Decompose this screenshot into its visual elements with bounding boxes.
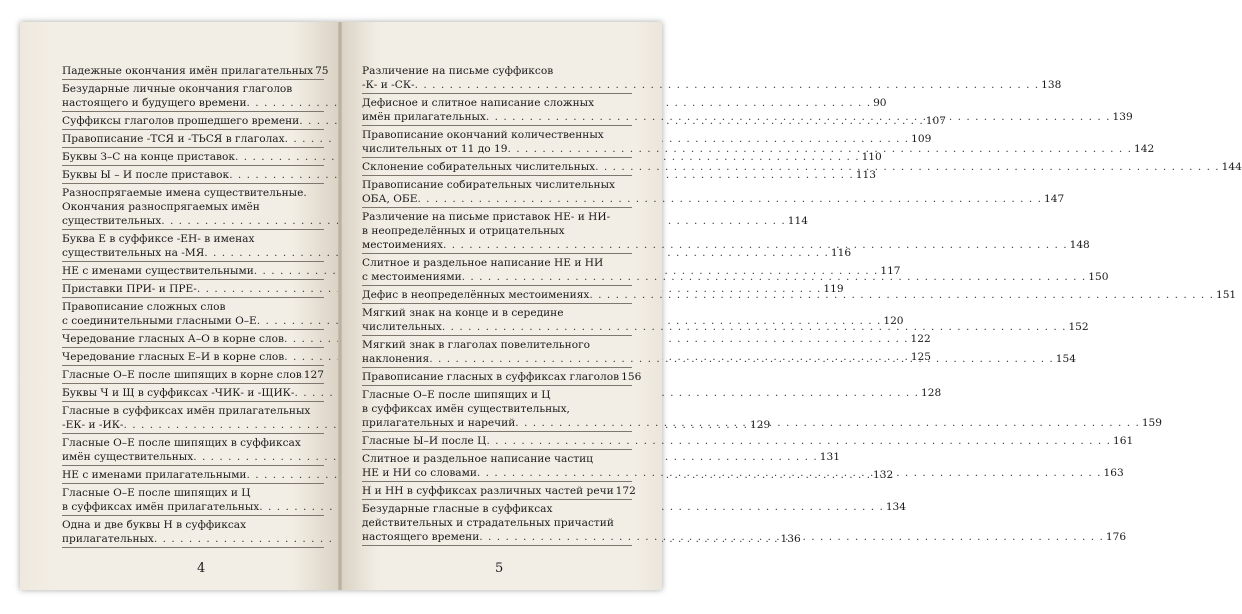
toc-entry-title: -ЕК- и -ИК- (62, 419, 124, 431)
toc-entry-title: Гласные Ы–И после Ц (362, 435, 487, 447)
toc-entry-title: числительных от 11 до 19 (362, 143, 508, 155)
toc-entry-page: 125 (910, 351, 932, 363)
toc-entry-title: Правописание гласных в суффиксах глаголов (362, 371, 620, 383)
dot-leader (417, 192, 1042, 206)
toc-entry-title-line: Разноспрягаемые имена существительные. (62, 187, 307, 199)
dot-leader (589, 288, 1214, 302)
toc-entry-title: существительных (62, 215, 162, 227)
toc-entry-last-line (62, 64, 329, 78)
toc-entry-page: 159 (1141, 417, 1163, 429)
toc-entry-page: 109 (911, 133, 932, 145)
toc-entry-title: НЕ с именами существительными (62, 265, 254, 277)
toc-entry (62, 366, 324, 384)
toc-entry-last-line (362, 484, 636, 498)
toc-entry-last-line (362, 142, 1155, 156)
toc-entry-title: с соединительными гласными О–Е (62, 315, 257, 327)
toc-entry-last-line (362, 192, 1065, 206)
open-book (20, 22, 1242, 590)
toc-entry-page: 119 (823, 283, 844, 295)
toc-entry-page: 154 (1055, 353, 1077, 365)
toc-entry-title: НЕ и НИ со словами (362, 467, 477, 479)
toc-entry-page: 161 (1112, 435, 1134, 447)
toc-entry-title-line: Безударные гласные в суффиксах (362, 503, 553, 515)
toc-entry-page: 129 (750, 419, 771, 431)
dot-leader (415, 78, 1040, 92)
toc-entry-title-line: Буква Е в суффиксе -ЕН- в именах (62, 233, 255, 245)
dot-leader (507, 142, 1132, 156)
page-number-right: 5 (495, 561, 504, 576)
toc-entry-page: 152 (1068, 321, 1089, 333)
book-spine (338, 22, 342, 590)
toc-entry-page: 138 (1041, 79, 1062, 91)
toc-entry-page: 131 (819, 451, 840, 463)
toc-entry-page: 148 (1069, 239, 1090, 251)
toc-entry (362, 432, 1134, 450)
toc-entry-title-line: Мягкий знак на конце и в середине (362, 307, 564, 319)
toc-entry-page: 116 (830, 247, 852, 259)
toc-entry-page: 110 (861, 151, 882, 163)
dot-leader (479, 530, 1104, 544)
toc-entry (362, 176, 1065, 208)
toc-entry-title: Правописание -ТСЯ и -ТЬСЯ в глаголах (62, 133, 285, 145)
dot-leader (515, 416, 1140, 430)
toc-entry (362, 482, 636, 500)
toc-entry-title: прилагательных и наречий (362, 417, 516, 429)
toc-entry-title: существительных на -МЯ (62, 247, 205, 259)
toc-entry-title: Н и НН в суффиксах различных частей речи (362, 485, 614, 497)
toc-entry-page: 122 (910, 333, 931, 345)
toc-entry-title-line: Гласные О–Е после шипящих в суффиксах (62, 437, 301, 449)
dot-leader (443, 238, 1068, 252)
toc-entry-last-line (62, 246, 852, 260)
dot-leader (595, 160, 1220, 174)
toc-entry-title-line: Одна и две буквы Н в суффиксах (62, 519, 247, 531)
toc-entry-page: 107 (925, 115, 947, 127)
toc-entry-title-line: Мягкий знак в глаголах повелительного (362, 339, 591, 351)
toc-entry-title: прилагательных (62, 533, 154, 545)
toc-entry-title-line: Безударные личные окончания глаголов (62, 83, 293, 95)
toc-entry-title: НЕ с именами прилагательными (62, 469, 247, 481)
toc-entry (362, 62, 1062, 94)
toc-entry (362, 368, 642, 386)
toc-entry-title: имён существительных (62, 451, 194, 463)
toc-entry-last-line (362, 370, 642, 384)
toc-entry-page: 163 (1103, 467, 1124, 479)
toc-entry-page: 75 (315, 65, 329, 77)
toc-entry-page: 150 (1088, 271, 1109, 283)
toc-entry-last-line (362, 238, 1090, 252)
toc-entry-title-line: Различение на письме приставок НЕ- и НИ- (362, 211, 611, 223)
toc-entry-title-line: Окончания разноспрягаемых имён (62, 201, 260, 213)
toc-entry-title: ОБА, ОБЕ (362, 193, 418, 205)
toc-entry-last-line (62, 168, 876, 182)
toc-entry-page: 120 (883, 315, 904, 327)
toc-entry-title-line: Гласные в суффиксах имён прилагательных (62, 405, 311, 417)
toc-entry-title: Чередование гласных Е–И в корне слов (62, 351, 285, 363)
toc-entry-title: числительных (362, 321, 442, 333)
toc-entry-title: Склонение собирательных числительных (362, 161, 596, 173)
dot-leader (429, 352, 1054, 366)
toc-entry-title: Буквы Ч и Щ в суффиксах -ЧИК- и -ЩИК- (62, 387, 295, 399)
dot-leader (477, 466, 1102, 480)
toc-entry-last-line (62, 150, 882, 164)
toc-entry-page: 127 (303, 369, 324, 381)
toc-entry-page: 176 (1105, 531, 1127, 543)
dot-leader (486, 434, 1111, 448)
toc-entry-title-line: Дефисное и слитное написание сложных (362, 97, 595, 109)
toc-entry-title: с местоимениями (362, 271, 462, 283)
toc-entry-title: Падежные окончания имён прилагательных (62, 65, 314, 77)
toc-entry-last-line (62, 368, 324, 382)
toc-entry-title-line: Слитное и раздельное написание НЕ и НИ (362, 257, 604, 269)
toc-entry-page: 113 (855, 169, 876, 181)
toc-entry-title: настоящего времени (362, 531, 480, 543)
toc-entry-page: 172 (615, 485, 636, 497)
toc-entry-page: 132 (873, 469, 894, 481)
toc-entry-page: 114 (787, 215, 808, 227)
toc-entry-page: 128 (921, 387, 942, 399)
toc-entry-title: -К- и -СК- (362, 79, 415, 91)
toc-entry-page: 134 (885, 501, 907, 513)
toc-entry-title-line: в суффиксах имён существительных, (362, 403, 570, 415)
toc-entry-title-line: Слитное и раздельное написание частиц (362, 453, 593, 465)
toc-entry-title: Буквы З–С на конце приставок (62, 151, 236, 163)
dot-leader (442, 320, 1067, 334)
page-number-left: 4 (197, 561, 206, 576)
toc-entry-title-line: действительных и страдательных причастий (362, 517, 614, 529)
toc-entry-title: имён прилагательных (362, 111, 486, 123)
toc-entry-page: 117 (880, 265, 901, 277)
toc-entry-title-line: Правописание окончаний количественных (362, 129, 604, 141)
toc-entry-title-line: Правописание собирательных числительных (362, 179, 615, 191)
toc-entry-page: 156 (621, 371, 642, 383)
toc-entry-title-line: в неопределённых и отрицательных (362, 225, 565, 237)
toc-entry-title: Суффиксы глаголов прошедшего времени (62, 115, 300, 127)
toc-entry-page: 147 (1043, 193, 1065, 205)
dot-leader (462, 270, 1087, 284)
toc-entry-title: Дефис в неопределённых местоимениях (362, 289, 590, 301)
toc-entry-title: в суффиксах имён прилагательных (62, 501, 260, 513)
toc-entry-page: 142 (1134, 143, 1155, 155)
toc-entry-page: 151 (1215, 289, 1237, 301)
toc-entry-page: 144 (1221, 161, 1242, 173)
toc-entry-page: 139 (1112, 111, 1133, 123)
toc-entry-title-line: Гласные О–Е после шипящих и Ц (362, 389, 551, 401)
toc-entry-page: 136 (780, 533, 801, 545)
toc-entry-title: Буквы Ы – И после приставок (62, 169, 230, 181)
toc-entry-title: Приставки ПРИ- и ПРЕ- (62, 283, 197, 295)
toc-entry-title-line: Правописание сложных слов (62, 301, 226, 313)
toc-entry (62, 62, 329, 80)
toc-entry-last-line (362, 78, 1062, 92)
toc-entry-page: 90 (873, 97, 887, 109)
toc-entry-title: Чередование гласных А–О в корне слов (62, 333, 284, 345)
toc-entry-title-line: Различение на письме суффиксов (362, 65, 554, 77)
toc-entry-title-line: Гласные О–Е после шипящих и Ц (62, 487, 251, 499)
toc-entry-title: местоимениях (362, 239, 444, 251)
toc-entry-title: наклонения (362, 353, 430, 365)
toc-entry-last-line (362, 434, 1134, 448)
toc-entry-last-line (362, 160, 1242, 174)
toc-entry-title: Гласные О–Е после шипящих в корне слов (62, 369, 302, 381)
dot-leader (486, 110, 1111, 124)
toc-entry-title: настоящего и будущего времени (62, 97, 247, 109)
